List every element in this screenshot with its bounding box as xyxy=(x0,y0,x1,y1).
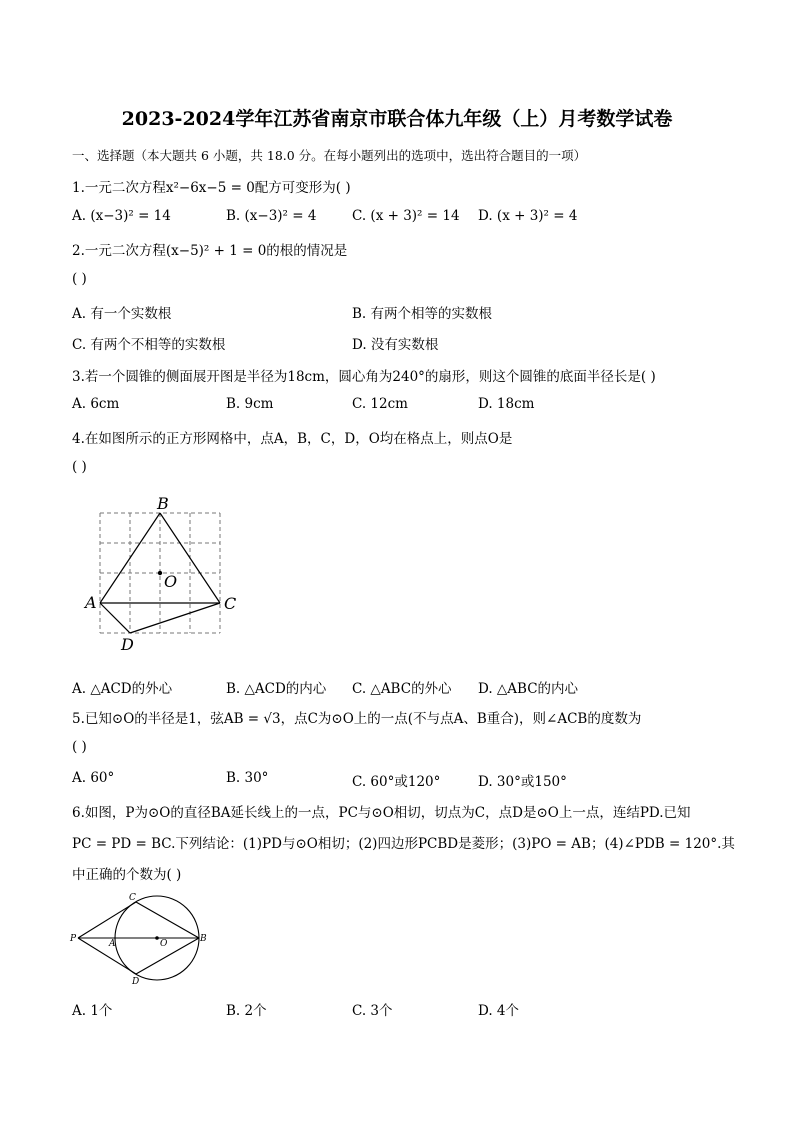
question-4-stem: 4.在如图所示的正方形网格中，点A，B，C，D，O均在格点上，则点O是 xyxy=(72,431,513,447)
question-6-stem-line-3: 中正确的个数为( ) xyxy=(72,867,182,883)
label-c: C xyxy=(224,594,237,613)
question-5-stem: 5.已知⊙O的半径是1，弦AB = √3，点C为⊙O上的一点(不与点A、B重合)，则∠ACB的度数为 xyxy=(72,711,642,727)
label-d: D xyxy=(121,635,134,654)
q4-option-b[interactable]: B. △ACD的内心 xyxy=(226,681,327,697)
q4-option-a[interactable]: A. △ACD的外心 xyxy=(72,681,173,697)
question-2-paren: ( ) xyxy=(72,271,87,287)
q2-option-b[interactable]: B. 有两个相等的实数根 xyxy=(352,306,493,322)
q6-circle-figure xyxy=(66,890,216,990)
q3-option-d[interactable]: D. 18cm xyxy=(478,396,535,412)
section-heading: 一、选择题（本大题共 6 小题，共 18.0 分。在每小题列出的选项中，选出符合题目的一项） xyxy=(72,148,587,163)
question-5-paren: ( ) xyxy=(72,739,87,755)
label-c: C xyxy=(129,893,136,903)
question-2-stem: 2.一元二次方程(x−5)² + 1 = 0的根的情况是 xyxy=(72,243,348,259)
q1-option-d[interactable]: D. (x + 3)² = 4 xyxy=(478,208,578,224)
q1-option-c[interactable]: C. (x + 3)² = 14 xyxy=(352,208,460,224)
label-p: P xyxy=(70,934,77,944)
q2-option-d[interactable]: D. 没有实数根 xyxy=(352,337,439,353)
label-b: B xyxy=(200,934,207,944)
question-6-stem-line-1: 6.如图，P为⊙O的直径BA延长线上的一点，PC与⊙O相切，切点为C，点D是⊙O上一点，连结PD.已知 xyxy=(72,805,691,821)
label-a: A xyxy=(109,939,116,949)
q4-grid-figure xyxy=(80,490,260,655)
question-4-paren: ( ) xyxy=(72,459,87,475)
question-1-stem: 1.一元二次方程x²−6x−5 = 0配方可变形为( ) xyxy=(72,180,351,196)
q5-option-a[interactable]: A. 60° xyxy=(72,770,115,786)
point-o-dot xyxy=(158,571,162,575)
center-o-dot xyxy=(155,936,159,940)
q1-option-b[interactable]: B. (x−3)² = 4 xyxy=(226,208,317,224)
label-d: D xyxy=(132,977,140,987)
label-b: B xyxy=(157,494,169,513)
q6-option-d[interactable]: D. 4个 xyxy=(478,1003,520,1019)
q6-option-a[interactable]: A. 1个 xyxy=(72,1003,113,1019)
label-a: A xyxy=(85,593,97,612)
q6-option-c[interactable]: C. 3个 xyxy=(352,1003,393,1019)
question-6-stem-line-2: PC = PD = BC.下列结论：(1)PD与⊙O相切；(2)四边形PCBD是菱形；(3)PO = AB；(4)∠PDB = 120°.其 xyxy=(72,836,735,852)
rhombus-pcbd xyxy=(78,902,199,974)
q5-option-d[interactable]: D. 30°或150° xyxy=(478,774,567,790)
q5-option-c[interactable]: C. 60°或120° xyxy=(352,774,441,790)
q5-option-b[interactable]: B. 30° xyxy=(226,770,269,786)
q3-option-a[interactable]: A. 6cm xyxy=(72,396,120,412)
label-o: O xyxy=(160,939,168,949)
q2-option-a[interactable]: A. 有一个实数根 xyxy=(72,306,172,322)
q4-option-c[interactable]: C. △ABC的外心 xyxy=(352,681,452,697)
q6-option-b[interactable]: B. 2个 xyxy=(226,1003,267,1019)
q3-option-c[interactable]: C. 12cm xyxy=(352,396,408,412)
q1-option-a[interactable]: A. (x−3)² = 14 xyxy=(72,208,171,224)
exam-title: 2023-2024学年江苏省南京市联合体九年级（上）月考数学试卷 xyxy=(121,108,673,130)
q2-option-c[interactable]: C. 有两个不相等的实数根 xyxy=(72,337,226,353)
q3-option-b[interactable]: B. 9cm xyxy=(226,396,274,412)
q4-option-d[interactable]: D. △ABC的内心 xyxy=(478,681,579,697)
label-o: O xyxy=(164,572,178,591)
question-3-stem: 3.若一个圆锥的侧面展开图是半径为18cm，圆心角为240°的扇形，则这个圆锥的底面半径长是( ) xyxy=(72,369,656,385)
